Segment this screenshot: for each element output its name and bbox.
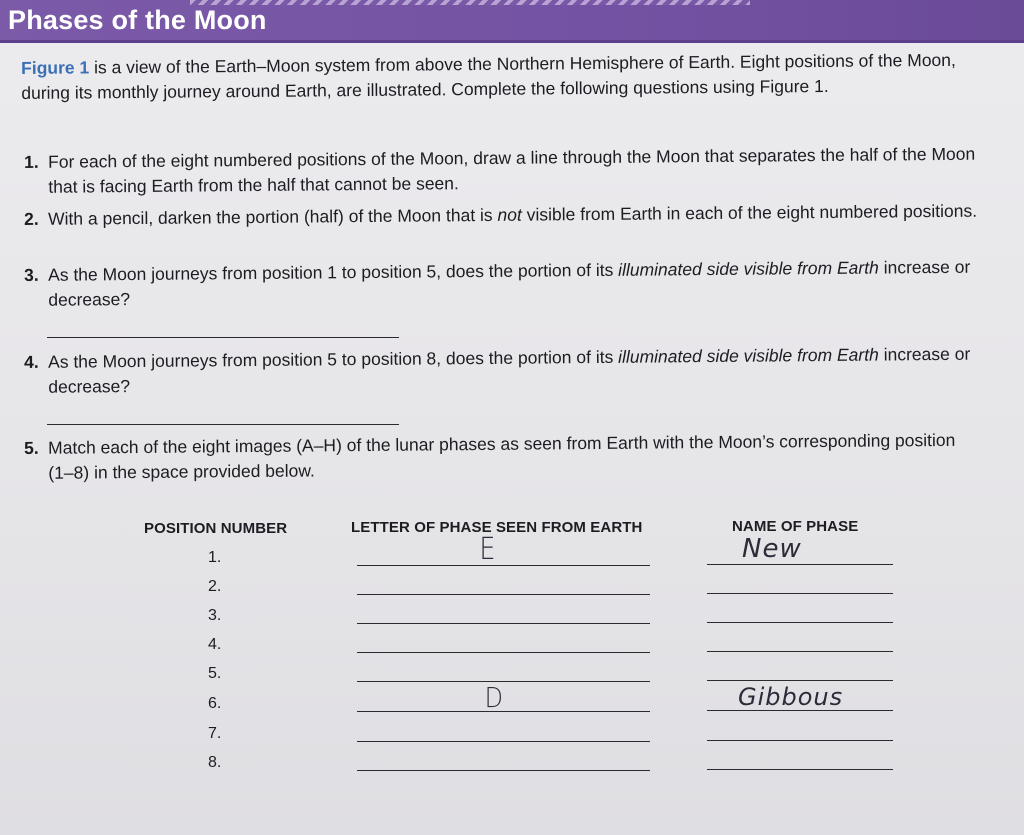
name-line-2[interactable] [707,593,893,594]
row-position-4: 4. [208,636,222,653]
row-position-2: 2. [208,578,222,595]
name-line-8[interactable] [707,769,893,770]
handwritten-name-1: New [742,534,802,564]
letter-line-1[interactable] [357,565,650,566]
question-2 [24,199,984,232]
question-number: 5. [24,437,39,458]
letter-line-5[interactable] [357,681,650,682]
figure-reference: Figure 1 [21,57,90,78]
question-number: 2. [24,208,39,229]
name-line-5[interactable] [707,680,893,681]
row-position-8: 8. [208,754,222,771]
column-header-name: NAME OF PHASE [732,518,859,535]
question-text: For each of the eight numbered positions of the Moon, draw a line through the Moon that separates the half of the Moon that is facing Earth from the half that cannot be seen. [48,143,976,197]
name-line-4[interactable] [707,651,893,652]
intro-paragraph [21,48,981,106]
letter-line-3[interactable] [357,623,650,624]
letter-line-2[interactable] [357,594,650,595]
name-line-3[interactable] [707,622,893,623]
question-number: 1. [24,151,39,172]
row-position-5: 5. [208,665,222,682]
question-text: Match each of the eight images (A–H) of the lunar phases as seen from Earth with the Moon’s corresponding position (1–8) in the space provided below. [48,429,956,483]
question-text-part: As the Moon journeys from position 1 to position 5, does the portion of its [48,259,619,285]
row-position-3: 3. [208,607,222,624]
handwritten-letter-6: D [484,681,503,714]
question-text-part: increase or decrease? [48,256,971,310]
question-text [48,342,984,400]
question-emphasis: illuminated side visible from Earth [618,344,879,367]
question-number: 3. [24,264,39,285]
handwritten-name-6: Gibbous [738,683,844,711]
question-number: 4. [24,351,39,372]
question-1 [24,142,984,200]
answer-line-q3[interactable] [47,337,399,338]
letter-line-6[interactable] [357,711,650,712]
question-4 [24,342,984,400]
question-3 [24,255,984,313]
question-text-part: With a pencil, darken the portion (half) of the Moon that is [48,204,498,229]
intro-text: is a view of the Earth–Moon system from above the Northern Hemisphere of Earth. Eight positions of the Moon, during its monthly journey around Earth, are illustrated. Complete the following questions using Figure 1. [21,49,956,103]
question-emphasis: illuminated side visible from Earth [618,257,879,280]
answer-line-q4[interactable] [47,424,399,425]
question-emphasis: not [497,204,522,225]
question-text [48,199,984,232]
name-line-1[interactable] [707,564,893,565]
question-text [48,255,984,313]
letter-line-7[interactable] [357,741,650,742]
header-bar [0,0,1024,43]
name-line-7[interactable] [707,740,893,741]
row-position-6: 6. [208,695,222,712]
question-text-part: As the Moon journeys from position 5 to position 8, does the portion of its [48,346,619,372]
question-text-part: visible from Earth in each of the eight numbered positions. [521,200,978,225]
column-header-position: POSITION NUMBER [144,520,288,537]
page-title: Phases of the Moon [8,5,267,35]
header-stripe [190,0,750,5]
column-header-letter: LETTER OF PHASE SEEN FROM EARTH [351,519,643,536]
question-5 [24,428,984,486]
letter-line-8[interactable] [357,770,650,771]
row-position-7: 7. [208,725,222,742]
handwritten-letter-1: E [479,532,496,567]
row-position-1: 1. [208,549,222,566]
letter-line-4[interactable] [357,652,650,653]
question-text-part: increase or decrease? [48,343,971,397]
